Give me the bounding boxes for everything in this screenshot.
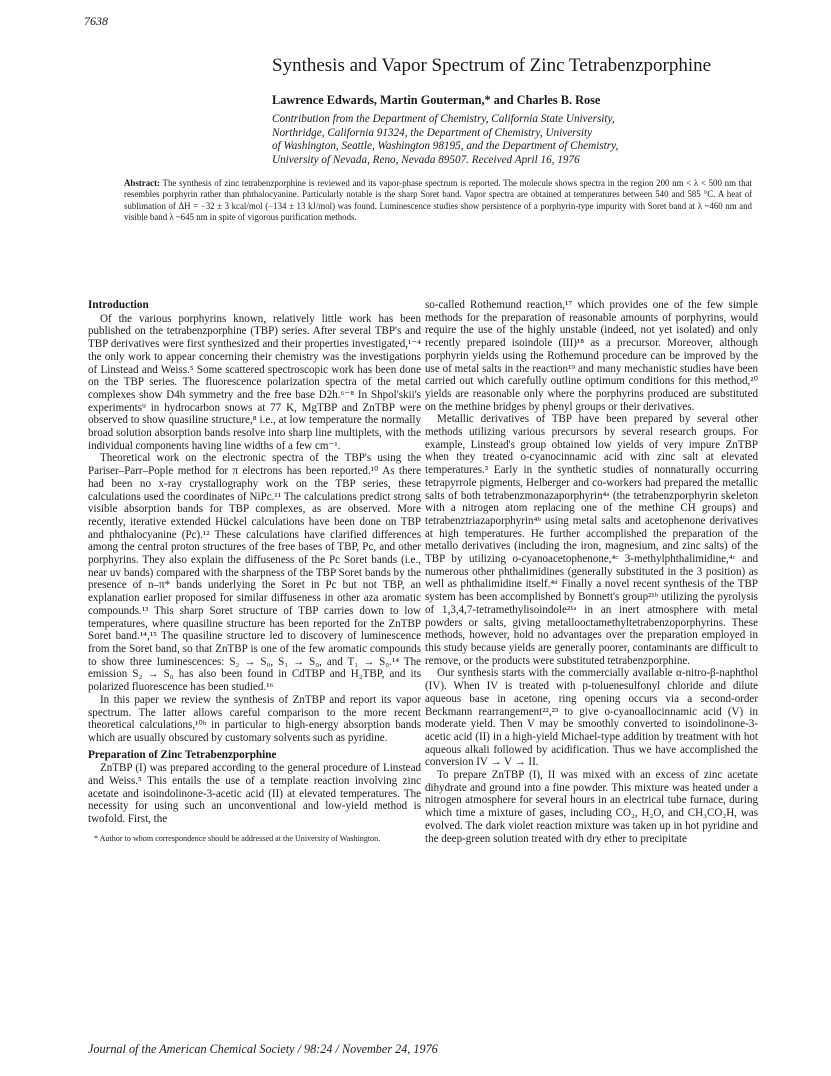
body-paragraph: Metallic derivatives of TBP have been prepared by several other methods utilizing various precursors by several research groups. For example, Linstead's group obtained low yields of very impure ZnTBP when they treated o-cyanocinnamic acid with zinc salt at elevated temperatures.³ Early in the synthetic studies of nonnaturally occurring tetrapyrrole pigments, Helberger and co-workers had prepared the metallic salts of both tetrabenzmonazaporphyrin⁴ᵃ (the tetrabenzporphyrin skeleton with a nitrogen atom replacing one of the methine CH groups) and tetrabenztriazaporphyrin⁴ᵇ using metal salts and acetophenone derivatives at high temperatures. He further accomplished the preparation of the metallo derivatives (including the iron, magnesium, and zinc salts) of the TBP by utilizing o-cyanoacetophenone,⁴ᶜ 3-methylphthalimidine,⁴ᶜ and numerous other phthalimidines (generally substituted in the 3 position) as well as phthalimidine itself.⁴ᵈ Finally a novel recent synthesis of the TBP system has been accomplished by Bonnett's group²¹ᵇ utilizing the pyrolysis of 1,3,4,7-tetramethylisoindole²¹ᵃ in an inert atmosphere with metal powders or salts, giving metallooctamethyltetrabenzoporphyrins. These methods, however, hold no advantages over the preparation employed in this study because yields are generally poorer, contaminants are difficult to remove, or the products were substituted tetrabenzporphine. xyxy=(425,413,758,667)
affiliation-line: University of Nevada, Reno, Nevada 89507. Received April 16, 1976 xyxy=(272,153,580,166)
abstract xyxy=(124,178,752,224)
abstract-text: The synthesis of zinc tetrabenzporphine is reviewed and its vapor-phase spectrum is reported. The molecule shows spectra in the region 200 nm < λ < 500 nm that resembles porphyrin rather than phthalocyanine. Particularly notable is the sharp Soret band. Vapor spectra are obtained at temperatures between 540 and 585 °C. A heat of sublimation of ΔH = −32 ± 3 kcal/mol (−134 ± 13 kJ/mol) was found. Luminescence studies show persistence of a porphyrin-type impurity with Soret band at λ ~460 nm and visible band λ ~645 nm in spite of vigorous purification methods. xyxy=(124,178,752,223)
affiliation-line: Contribution from the Department of Chemistry, California State University, xyxy=(272,113,615,125)
body-paragraph: Theoretical work on the electronic spectra of the TBP's using the Pariser–Parr–Pople method for π electrons has been reported.¹⁰ As there had been no x-ray crystallography work on the TBP series, these calculations used the coordinates of NiPc.¹¹ The calculations predict strong visible absorption bands for TBP complexes, as are observed. More recently, iterative extended Hückel calculations have been done on TBP and phthalocyanine (Pc).¹² These calculations have clarified differences among the central proton structures of the free bases of TBP, Pc, and other porphyrins. They also explain the diffuseness of the Pc Soret bands (i.e., near uv bands) compared with the sharpness of the TBP Soret bands by the presence of n–π* bands underlying the Soret in Pc but not TBP, an explanation earlier proposed for similar diffuseness in other aza aromatic compounds.¹³ This sharp Soret structure of TBP carries down to low temperatures, where quasiline structure has been reported for the ZnTBP Soret band.¹⁴,¹⁵ The quasiline structure led to discovery of luminescence from the Soret band, so that ZnTBP is one of the few aromatic compounds to show three luminescences: S₂ → S₀, S₁ → S₀, and T₁ → S₀.¹⁴ The emission S₂ → S₀ has also been found in CdTBP and H₂TBP, and its polarized fluorescence has been studied.¹⁶ xyxy=(88,452,421,694)
section-heading-preparation: Preparation of Zinc Tetrabenzporphine xyxy=(88,748,277,761)
page-number: 7638 xyxy=(84,14,108,28)
author-list: Lawrence Edwards, Martin Gouterman,* and Charles B. Rose xyxy=(272,93,601,107)
abstract-label: Abstract: xyxy=(124,178,160,188)
journal-footer: Journal of the American Chemical Society / 98:24 / November 24, 1976 xyxy=(88,1042,438,1056)
affiliation-block xyxy=(272,113,742,167)
body-paragraph: In this paper we review the synthesis of ZnTBP and report its vapor spectrum. The latter allows careful comparison to the more recent theoretical calculations,¹⁰ᵇ in particular to high-energy absorption bands which are usually obscured by customary solvents such as pyridine. xyxy=(88,693,421,744)
affiliation-line: Northridge, California 91324, the Department of Chemistry, University xyxy=(272,126,593,139)
article-title: Synthesis and Vapor Spectrum of Zinc Tetrabenzporphine xyxy=(272,55,712,76)
affiliation-line: of Washington, Seattle, Washington 98195, and the Department of Chemistry, xyxy=(272,140,619,153)
left-column xyxy=(88,299,421,844)
right-column xyxy=(425,299,758,845)
body-paragraph: Of the various porphyrins known, relatively little work has been published on the tetrabenzporphine (TBP) series. After several TBP's and TBP derivatives were first synthesized and their properties investigated,¹⁻⁴ the only work to appear concerning their chemistry was the investigations of Linstead and Weiss.⁵ Some scattered spectroscopic work has been done on the TBP series. The fluorescence polarization spectra of the metal complexes show D4h symmetry and the free base D2h.⁶⁻⁸ In Shpol'skii's experiments⁹ in hydrocarbon snows at 77 K, MgTBP and ZnTBP were observed to show quasiline structure,⁸ i.e., at low temperature the normally broad solution absorption bands resolve into sharp line multiplets, with the individual components having line widths of a few cm⁻¹. xyxy=(88,312,421,452)
author-footnote: * Author to whom correspondence should be addressed at the University of Washington. xyxy=(94,833,381,843)
body-paragraph: so-called Rothemund reaction,¹⁷ which provides one of the few simple methods for the preparation of reasonable amounts of porphyrins, would require the use of the highly unstable (indeed, not yet isolated) and only recently prepared isoindole (III)¹⁸ as a precursor. Moreover, although porphyrin yields using the Rothemund procedure can be improved by the use of metal salts in the reaction¹⁹ and many mechanistic studies have been carried out which carefully outline optimum conditions for this method,²⁰ yields are reasonable only where the porphyrins produced are substituted on the methine bridges by phenyl groups or their derivatives. xyxy=(425,299,758,413)
section-heading-introduction: Introduction xyxy=(88,299,149,311)
body-paragraph: Our synthesis starts with the commercially available α-nitro-β-naphthol (IV). When IV is treated with p-toluenesulfonyl chloride and dilute aqueous base in acetone, ring opening occurs via a second-order Beckmann rearrangement²²,²³ to give o-cyanoallocinnamic acid (V) in moderate yield. Then V may be smoothly converted to isoindolinone-3-acetic acid (II) in a high-yield Michael-type addition by treatment with hot aqueous alkali followed by acidification. Thus we have accomplished the conversion IV → V → II. xyxy=(425,667,758,769)
body-paragraph: To prepare ZnTBP (I), II was mixed with an excess of zinc acetate dihydrate and ground into a fine powder. This mixture was heated under a nitrogen atmosphere for several hours in an electrical tube furnace, during which time a mixture of gases, including CO₂, H₂O, and CH₃CO₂H, was evolved. The dark violet reaction mixture was taken up in hot pyridine and the deep-green solution treated with dry ether to precipitate xyxy=(425,769,758,845)
body-paragraph: ZnTBP (I) was prepared according to the general procedure of Linstead and Weiss.⁵ This entails the use of a template reaction involving zinc acetate and isoindolinone-3-acetic acid (II) at elevated temperatures. The necessity for using such an unconventional and low-yield method is twofold. First, the xyxy=(88,762,421,826)
